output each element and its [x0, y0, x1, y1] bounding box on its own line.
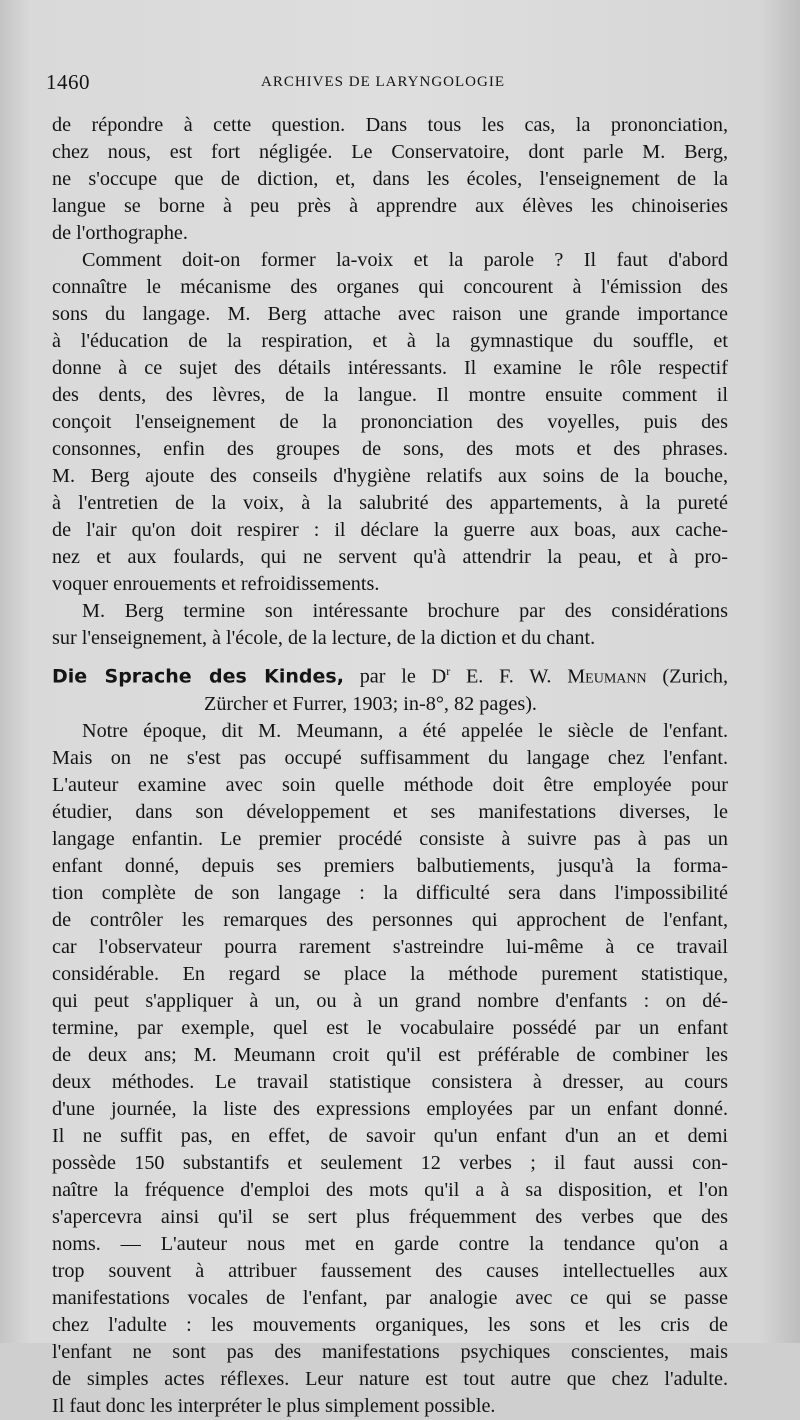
text-line: enfant donné, depuis ses premiers balbutiements, jusqu'à la forma-	[52, 854, 728, 877]
text-line: de contrôler les remarques des personnes qui approchent de l'enfant,	[52, 908, 728, 931]
text-line: étudier, dans son développement et ses manifestations diverses, le	[52, 800, 728, 823]
text-line: naître la fréquence d'emploi des mots qu'il a à sa disposition, et l'on	[52, 1178, 728, 1201]
text-line: tion complète de son langage : la difficulté sera dans l'impossibilité	[52, 881, 728, 904]
text-line: d'une journée, la liste des expressions employées par un enfant donné.	[52, 1097, 728, 1120]
text-line: chez l'adulte : les mouvements organiques, les sons et les cris de	[52, 1313, 728, 1336]
text-line: des dents, des lèvres, de la langue. Il montre ensuite comment il	[52, 384, 728, 406]
text-line: consonnes, enfin des groupes de sons, des mots et des phrases.	[52, 438, 728, 460]
review-author: Meumann	[567, 665, 647, 688]
text-line: de répondre à cette question. Dans tous les cas, la prononciation,	[52, 114, 728, 136]
text-line: nez et aux foulards, qui ne servent qu'à attendrir la peau, et à pro-	[52, 546, 728, 568]
text-line: Il faut donc les interpréter le plus simplement possible.	[52, 1394, 496, 1417]
review-byline-post: (Zurich,	[646, 665, 728, 688]
text-line: langue se borne à peu près à apprendre aux élèves les chinoiseries	[52, 195, 728, 217]
text-line: ne s'occupe que de diction, et, dans les écoles, l'enseignement de la	[52, 168, 728, 190]
text-line: Mais on ne s'est pas occupé suffisamment du langage chez l'enfant.	[52, 746, 728, 769]
review-initials: E. F. W.	[450, 665, 568, 688]
text-line: qui peut s'appliquer à un, ou à un grand nombre d'enfants : on dé-	[52, 989, 728, 1012]
review-heading	[52, 658, 728, 691]
text-line: l'enfant ne sont pas des manifestations psychiques conscientes, mais	[52, 1340, 728, 1363]
text-line: donne à ce sujet des détails intéressants. Il examine le rôle respectif	[52, 357, 728, 379]
review-publisher: Zürcher et Furrer, 1903; in-8°, 82 pages).	[204, 692, 537, 715]
text-line: Notre époque, dit M. Meumann, a été appelée le siècle de l'enfant.	[82, 719, 728, 742]
text-line: de simples actes réflexes. Leur nature est tout autre que chez l'adulte.	[52, 1367, 728, 1390]
text-line: voquer enrouements et refroidissements.	[52, 573, 380, 595]
text-line: car l'observateur pourra rarement s'astreindre lui-même à ce travail	[52, 935, 728, 958]
text-line: considérable. En regard se place la méthode purement statistique,	[52, 962, 728, 985]
text-line: à l'éducation de la respiration, et à la gymnastique du souffle, et	[52, 330, 728, 352]
text-line: Comment doit-on former la-voix et la parole ? Il faut d'abord	[82, 249, 728, 271]
text-line: M. Berg ajoute des conseils d'hygiène relatifs aux soins de la bouche,	[52, 465, 728, 487]
body-text	[52, 112, 728, 1420]
text-line: sons du langage. M. Berg attache avec raison une grande importance	[52, 303, 728, 325]
text-line: à l'entretien de la voix, à la salubrité des appartements, à la pureté	[52, 492, 728, 514]
text-line: L'auteur examine avec soin quelle méthode doit être employée pour	[52, 773, 728, 796]
review-byline-pre: par le D	[343, 665, 447, 688]
text-line: conçoit l'enseignement de la prononciation des voyelles, puis des	[52, 411, 728, 433]
text-line: langage enfantin. Le premier procédé consiste à suivre pas à pas un	[52, 827, 728, 850]
page-number: 1460	[46, 70, 90, 94]
text-line: noms. — L'auteur nous met en garde contre la tendance qu'on a	[52, 1232, 728, 1255]
text-line: de l'orthographe.	[52, 222, 188, 244]
text-line: de l'air qu'on doit respirer : il déclare la guerre aux boas, aux cache-	[52, 519, 728, 541]
text-line: M. Berg termine son intéressante brochure par des considérations	[82, 600, 728, 622]
text-line: de deux ans; M. Meumann croit qu'il est préférable de combiner les	[52, 1043, 728, 1066]
review-byline-sup: r	[446, 664, 451, 678]
text-line: possède 150 substantifs et seulement 12 verbes ; il faut aussi con-	[52, 1151, 728, 1174]
text-line: sur l'enseignement, à l'école, de la lecture, de la diction et du chant.	[52, 627, 596, 649]
review-title: Die Sprache des Kindes,	[52, 665, 344, 688]
page-header	[46, 70, 706, 100]
text-line: deux méthodes. Le travail statistique consistera à dresser, au cours	[52, 1070, 728, 1093]
text-line: connaître le mécanisme des organes qui concourent à l'émission des	[52, 276, 728, 298]
text-line: chez nous, est fort négligée. Le Conservatoire, dont parle M. Berg,	[52, 141, 728, 163]
text-line: termine, par exemple, quel est le vocabulaire possédé par un enfant	[52, 1016, 728, 1039]
text-line: trop souvent à attribuer faussement des causes intellectuelles aux	[52, 1259, 728, 1282]
running-title: ARCHIVES DE LARYNGOLOGIE	[261, 74, 505, 90]
text-line: manifestations vocales de l'enfant, par analogie avec ce qui se passe	[52, 1286, 728, 1309]
text-line: s'apercevra ainsi qu'il se sert plus fréquemment des verbes que des	[52, 1205, 728, 1228]
text-line: Il ne suffit pas, en effet, de savoir qu'un enfant d'un an et demi	[52, 1124, 728, 1147]
